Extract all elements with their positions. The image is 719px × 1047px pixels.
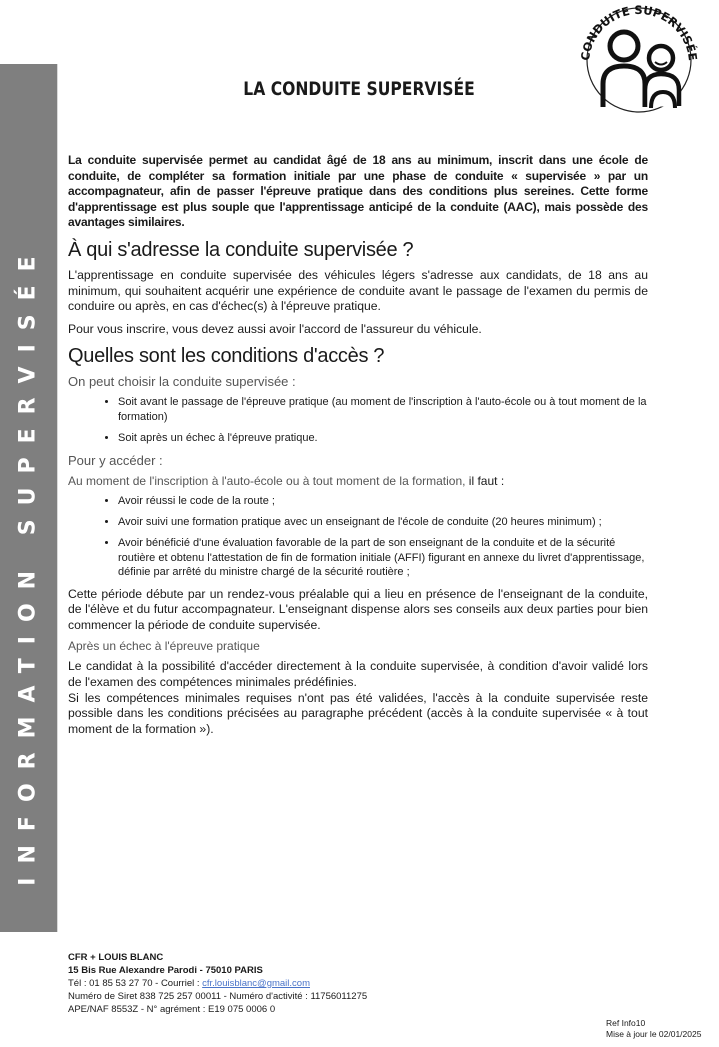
reference-code: Ref Info10 [606, 1018, 646, 1028]
choose-list [68, 395, 648, 445]
sidebar-label: INFORMATION SUPERVISÉE [15, 242, 41, 886]
list-item: • Avoir bénéficié d'une évaluation favorable de la part de son enseignant de la conduite et de la sécurité routière et obtenu l'attestation de fin de formation initiale (AFFI) figurant en annexe du livret d'apprentissage, définie par arrêté du ministre chargé de la sécurité routière ; [118, 536, 648, 579]
list-item: • Avoir réussi le code de la route ; [118, 494, 648, 508]
section-heading-conditions: Quelles sont les conditions d'accès ? [68, 345, 385, 368]
requirements-list [68, 494, 648, 580]
siret-line: Numéro de Siret 838 725 257 00011 - Numéro d'activité : 11756011275 [68, 991, 368, 1002]
ape-line: APE/NAF 8553Z - N° agrément : E19 075 0006 0 [68, 1004, 276, 1015]
update-date: Mise à jour le 02/01/2025 [606, 1028, 702, 1039]
list-item: • Soit après un échec à l'épreuve pratique. [118, 431, 648, 445]
contact-line: Tél : 01 85 53 27 70 - Courriel : cfr.louisblanc@gmail.com [68, 978, 310, 989]
reference-block [606, 1018, 701, 1039]
failure-paragraph-2: Si les compétences minimales requises n'ont pas été validées, l'accès à la conduite supervisée reste possible dans les conditions précisées au paragraphe précédent (accès à la conduite supervisée « à tout moment de la formation »). [68, 690, 648, 736]
choose-label: On peut choisir la conduite supervisée : [68, 374, 296, 390]
footer-contact [68, 951, 367, 1016]
document-body [68, 153, 648, 737]
sidebar-banner [0, 64, 58, 932]
page-title: LA CONDUITE SUPERVISÉE [243, 78, 475, 100]
company-name: CFR + LOUIS BLANC [68, 952, 164, 963]
email-link[interactable]: cfr.louisblanc@gmail.com [202, 978, 310, 989]
section-heading-audience: À qui s'adresse la conduite supervisée ? [68, 238, 414, 261]
moment-label: Au moment de l'inscription à l'auto-école ou à tout moment de la formation, il faut : [68, 473, 505, 488]
list-item: • Soit avant le passage de l'épreuve pratique (au moment de l'inscription à l'auto-école ou à tout moment de la formation) [118, 395, 648, 424]
failure-paragraph: Le candidat à la possibilité d'accéder directement à la conduite supervisée, à condition d'avoir validé lors de l'examen des compétences minimales prédéfinies. [68, 659, 648, 689]
failure-label: Après un échec à l'épreuve pratique [68, 639, 260, 654]
access-label: Pour y accéder : [68, 452, 163, 468]
intro-paragraph: La conduite supervisée permet au candidat âgé de 18 ans au minimum, inscrit dans une école de conduite, de compléter sa formation initiale par une phase de conduite « supervisée » par un accompagnateur, afin de passer l'épreuve pratique dans des conditions plus sereines. Cette forme d'apprentissage est plus souple que l'apprentissage anticipé de la conduite (AAC), mais possède des avantages similaires. [68, 153, 648, 230]
list-item: • Avoir suivi une formation pratique avec un enseignant de l'école de conduite (20 heures minimum) ; [118, 515, 648, 529]
svg-text:CONDUITE SUPERVISÉE: CONDUITE SUPERVISÉE [578, 2, 700, 62]
audience-paragraph: L'apprentissage en conduite supervisée des véhicules légers s'adresse aux candidats, de 18 ans au minimum, qui souhaitent acquérir une expérience de conduite avant le passage de l'examen du permis de conduire ou après, en cas d'échec(s) à l'épreuve pratique. [68, 267, 648, 314]
period-paragraph: Cette période débute par un rendez-vous préalable qui a lieu en présence de l'enseignant de la conduite, de l'élève et du futur accompagnateur. L'enseignant dispense alors ses conseils aux deux parties pour bien commencer la période de conduite supervisée. [68, 586, 648, 632]
company-address: 15 Bis Rue Alexandre Parodi - 75010 PARIS [68, 965, 263, 976]
insurance-paragraph: Pour vous inscrire, vous devez aussi avoir l'accord de l'assureur du véhicule. [68, 321, 482, 336]
